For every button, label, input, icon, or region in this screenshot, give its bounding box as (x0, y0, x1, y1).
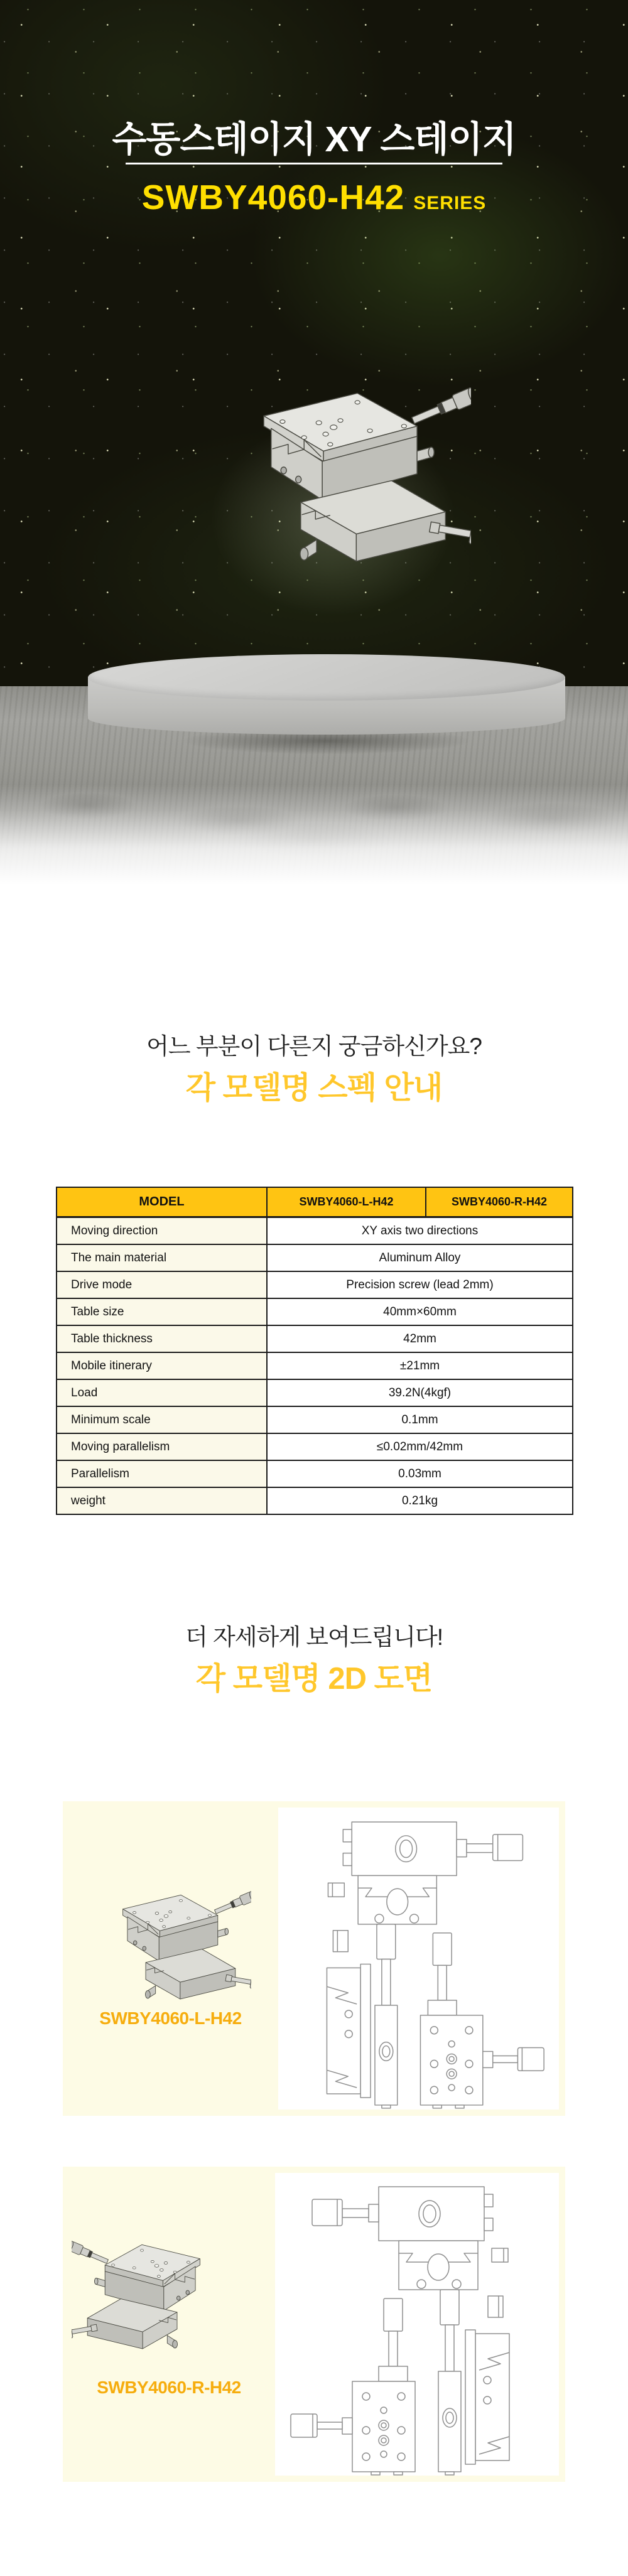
table-row (57, 1298, 573, 1325)
spec-label: Table thickness (57, 1325, 267, 1352)
spec-value: 39.2N(4kgf) (267, 1379, 573, 1406)
spec-label: weight (57, 1487, 267, 1514)
model-3d-image-l (75, 1882, 251, 2008)
spec-label: Load (57, 1379, 267, 1406)
spec-value: ±21mm (267, 1352, 573, 1379)
spec-value: XY axis two directions (267, 1217, 573, 1245)
col-header-model: MODEL (57, 1187, 267, 1217)
podium-top-surface (88, 654, 565, 701)
series-name: SWBY4060-H42 (141, 178, 405, 217)
model-label-r: SWBY4060-R-H42 (97, 2378, 241, 2397)
drawings-section-lead: 더 자세하게 보여드립니다! (185, 1624, 443, 1650)
spec-value: ≤0.02mm/42mm (267, 1433, 573, 1460)
model-card-r (63, 2167, 565, 2482)
col-header-model-l: SWBY4060-L-H42 (267, 1187, 426, 1217)
spec-label: Minimum scale (57, 1406, 267, 1433)
table-row (57, 1406, 573, 1433)
model-label-l: SWBY4060-L-H42 (99, 2008, 242, 2028)
spec-value: 0.03mm (267, 1460, 573, 1487)
table-row (57, 1244, 573, 1271)
table-row (57, 1325, 573, 1352)
drawing-2d-panel (278, 1808, 559, 2110)
spec-label: Moving parallelism (57, 1433, 267, 1460)
product-3d-image (187, 372, 471, 576)
drawing-2d-panel (275, 2173, 559, 2476)
model-3d-image-r (72, 2231, 247, 2358)
table-row (57, 1433, 573, 1460)
spec-label: Moving direction (57, 1217, 267, 1245)
spec-label: Table size (57, 1298, 267, 1325)
table-row (57, 1460, 573, 1487)
spec-label: Mobile itinerary (57, 1352, 267, 1379)
spec-value: Precision screw (lead 2mm) (267, 1271, 573, 1298)
spec-label: Parallelism (57, 1460, 267, 1487)
model-card-l (63, 1801, 565, 2116)
spec-section-lead: 어느 부분이 다른지 궁금하신가요? (146, 1033, 482, 1059)
spec-value: 40mm×60mm (267, 1298, 573, 1325)
table-row (57, 1379, 573, 1406)
spec-table (56, 1187, 573, 1515)
spec-label: Drive mode (57, 1271, 267, 1298)
spec-section-heading: 각 모델명 스펙 안내 (185, 1071, 443, 1105)
spec-label: The main material (57, 1244, 267, 1271)
table-row (57, 1271, 573, 1298)
page-title: 수동스테이지 XY 스테이지 (112, 119, 516, 159)
table-row (57, 1352, 573, 1379)
col-header-model-r: SWBY4060-R-H42 (426, 1187, 573, 1217)
table-header-row (57, 1187, 573, 1217)
spec-value: 0.1mm (267, 1406, 573, 1433)
drawing-2d-image-l (278, 1808, 559, 2110)
table-row (57, 1217, 573, 1245)
spec-value: 0.21kg (267, 1487, 573, 1514)
drawings-section-heading: 각 모델명 2D 도면 (195, 1662, 433, 1696)
series-suffix: SERIES (413, 193, 487, 213)
drawing-2d-image-r (275, 2173, 559, 2476)
table-row (57, 1487, 573, 1514)
series-title (0, 177, 628, 217)
title-divider (126, 163, 502, 164)
spec-value: 42mm (267, 1325, 573, 1352)
spec-value: Aluminum Alloy (267, 1244, 573, 1271)
